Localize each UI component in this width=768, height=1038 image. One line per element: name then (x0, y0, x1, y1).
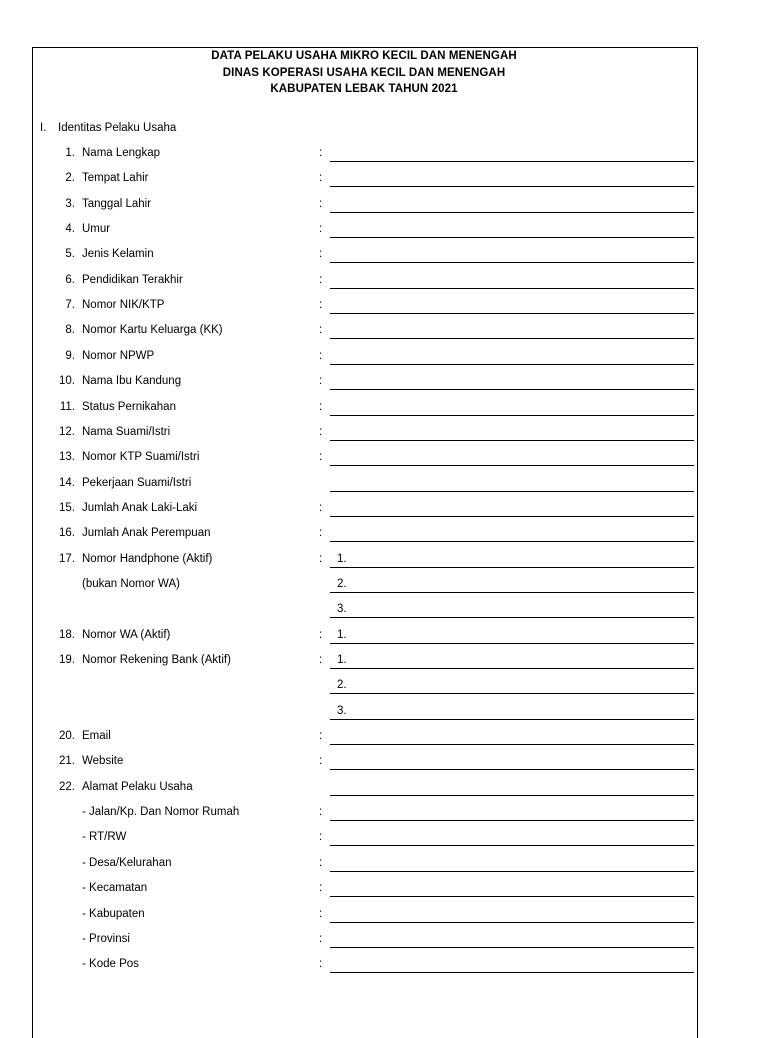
field-colon: : (319, 933, 323, 945)
row-number: 12. (59, 426, 75, 438)
row-number: 4. (65, 223, 75, 235)
field-colon: : (319, 654, 323, 666)
form-row (0, 223, 768, 243)
form-row (0, 172, 768, 192)
row-number: 2. (65, 172, 75, 184)
row-number: 22. (59, 781, 75, 793)
field-label: - Kabupaten (82, 908, 145, 920)
fill-in-line[interactable] (330, 389, 694, 390)
field-colon: : (319, 172, 323, 184)
field-label: Tanggal Lahir (82, 198, 152, 210)
field-label: Nomor Kartu Keluarga (KK) (82, 324, 223, 336)
form-row (0, 451, 768, 471)
field-label: Email (82, 730, 111, 742)
row-number: 18. (59, 629, 75, 641)
form-row (0, 527, 768, 547)
form-row (0, 401, 768, 421)
field-label: - RT/RW (82, 831, 127, 843)
field-colon: : (319, 375, 323, 387)
row-number: 17. (59, 553, 75, 565)
row-number: 20. (59, 730, 75, 742)
form-row (0, 958, 768, 978)
fill-in-line[interactable] (330, 288, 694, 289)
fill-in-line[interactable] (330, 871, 694, 872)
field-label: Nomor KTP Suami/Istri (82, 451, 200, 463)
sub-entry-number: 2. (337, 578, 347, 590)
row-number: 5. (65, 248, 75, 260)
row-number: 14. (59, 477, 75, 489)
sub-entry-number: 1. (337, 629, 347, 641)
sub-entry-number: 3. (337, 603, 347, 615)
field-colon: : (319, 147, 323, 159)
field-label: Pekerjaan Suami/Istri (82, 477, 192, 489)
fill-in-line[interactable] (330, 516, 694, 517)
field-label: Umur (82, 223, 111, 235)
fill-in-line[interactable] (330, 186, 694, 187)
field-colon: : (319, 451, 323, 463)
form-row (0, 426, 768, 446)
row-number: 6. (65, 274, 75, 286)
field-label: Pendidikan Terakhir (82, 274, 183, 286)
field-label: Nama Lengkap (82, 147, 160, 159)
fill-in-line[interactable] (330, 693, 694, 694)
field-colon: : (319, 908, 323, 920)
field-colon: : (319, 502, 323, 514)
row-number: 21. (59, 755, 75, 767)
fill-in-line[interactable] (330, 262, 694, 263)
form-row (0, 477, 768, 497)
form-row (0, 350, 768, 370)
row-number: 10. (59, 375, 75, 387)
fill-in-line[interactable] (330, 795, 694, 796)
form-row (0, 755, 768, 775)
sub-entry-number: 3. (337, 705, 347, 717)
field-label: Nomor NPWP (82, 350, 155, 362)
form-row (0, 857, 768, 877)
fill-in-line[interactable] (330, 643, 694, 644)
fill-in-line[interactable] (330, 972, 694, 973)
form-row (0, 274, 768, 294)
field-colon: : (319, 806, 323, 818)
form-row (0, 324, 768, 344)
form-row (0, 654, 768, 674)
form-subtitle-agency: DINAS KOPERASI USAHA KECIL DAN MENENGAH (222, 67, 506, 79)
field-label: Nomor NIK/KTP (82, 299, 165, 311)
field-colon: : (319, 350, 323, 362)
field-colon: : (319, 223, 323, 235)
fill-in-line[interactable] (330, 212, 694, 213)
field-label: Nama Suami/Istri (82, 426, 171, 438)
field-colon: : (319, 299, 323, 311)
field-label: Nomor Rekening Bank (Aktif) (82, 654, 231, 666)
field-colon: : (319, 857, 323, 869)
fill-in-line[interactable] (330, 922, 694, 923)
field-label: Nomor Handphone (Aktif) (82, 553, 213, 565)
form-row (0, 781, 768, 801)
fill-in-line[interactable] (330, 313, 694, 314)
fill-in-line[interactable] (330, 364, 694, 365)
field-label: Nomor WA (Aktif) (82, 629, 171, 641)
field-colon: : (319, 755, 323, 767)
form-row (0, 578, 768, 598)
form-row (0, 553, 768, 573)
section-number: I. (40, 122, 47, 134)
row-number: 19. (59, 654, 75, 666)
field-label: - Kode Pos (82, 958, 139, 970)
field-colon: : (319, 629, 323, 641)
form-row (0, 831, 768, 851)
fill-in-line[interactable] (330, 769, 694, 770)
fill-in-line[interactable] (330, 896, 694, 897)
form-subtitle-region: KABUPATEN LEBAK TAHUN 2021 (270, 83, 458, 95)
field-label: Website (82, 755, 124, 767)
fill-in-line[interactable] (330, 947, 694, 948)
row-number: 15. (59, 502, 75, 514)
fill-in-line[interactable] (330, 744, 694, 745)
fill-in-line[interactable] (330, 161, 694, 162)
row-number: 13. (59, 451, 75, 463)
field-colon: : (319, 426, 323, 438)
field-colon: : (319, 730, 323, 742)
fill-in-line[interactable] (330, 567, 694, 568)
form-row (0, 248, 768, 268)
field-colon: : (319, 831, 323, 843)
row-number: 3. (65, 198, 75, 210)
fill-in-line[interactable] (330, 465, 694, 466)
fill-in-line[interactable] (330, 338, 694, 339)
fill-in-line[interactable] (330, 415, 694, 416)
field-label: Jenis Kelamin (82, 248, 154, 260)
field-colon: : (319, 274, 323, 286)
field-label: Jumlah Anak Laki-Laki (82, 502, 198, 514)
section-heading (40, 122, 176, 134)
form-row (0, 299, 768, 319)
field-colon: : (319, 401, 323, 413)
row-number: 1. (65, 147, 75, 159)
form-row (0, 629, 768, 649)
row-number: 16. (59, 527, 75, 539)
field-label: Tempat Lahir (82, 172, 149, 184)
form-row (0, 908, 768, 928)
row-number: 8. (65, 324, 75, 336)
field-colon: : (319, 324, 323, 336)
form-title: DATA PELAKU USAHA MIKRO KECIL DAN MENENGAH (211, 50, 517, 62)
sub-entry-number: 1. (337, 553, 347, 565)
field-label: Alamat Pelaku Usaha (82, 781, 193, 793)
fill-in-line[interactable] (330, 617, 694, 618)
form-row (0, 730, 768, 750)
sub-entry-number: 1. (337, 654, 347, 666)
fill-in-line[interactable] (330, 237, 694, 238)
field-colon: : (319, 958, 323, 970)
form-row (0, 705, 768, 725)
form-row (0, 603, 768, 623)
field-label: Status Pernikahan (82, 401, 176, 413)
row-number: 9. (65, 350, 75, 362)
field-colon: : (319, 553, 323, 565)
form-row (0, 198, 768, 218)
form-row (0, 806, 768, 826)
sub-entry-number: 2. (337, 679, 347, 691)
form-row (0, 679, 768, 699)
row-number: 7. (65, 299, 75, 311)
field-label: - Kecamatan (82, 882, 148, 894)
form-row (0, 375, 768, 395)
field-colon: : (319, 527, 323, 539)
field-colon: : (319, 198, 323, 210)
fill-in-line[interactable] (330, 820, 694, 821)
field-label: (bukan Nomor WA) (82, 578, 180, 590)
field-label: Nama Ibu Kandung (82, 375, 182, 387)
fill-in-line[interactable] (330, 845, 694, 846)
fill-in-line[interactable] (330, 491, 694, 492)
fill-in-line[interactable] (330, 440, 694, 441)
section-title: Identitas Pelaku Usaha (58, 122, 177, 134)
field-label: - Desa/Kelurahan (82, 857, 172, 869)
form-row (0, 147, 768, 167)
field-label: - Jalan/Kp. Dan Nomor Rumah (82, 806, 240, 818)
field-colon: : (319, 248, 323, 260)
row-number: 11. (59, 401, 75, 413)
fill-in-line[interactable] (330, 541, 694, 542)
fill-in-line[interactable] (330, 592, 694, 593)
fill-in-line[interactable] (330, 668, 694, 669)
field-colon: : (319, 882, 323, 894)
field-label: Jumlah Anak Perempuan (82, 527, 211, 539)
form-row (0, 882, 768, 902)
field-label: - Provinsi (82, 933, 130, 945)
fill-in-line[interactable] (330, 719, 694, 720)
form-row (0, 933, 768, 953)
form-row (0, 502, 768, 522)
